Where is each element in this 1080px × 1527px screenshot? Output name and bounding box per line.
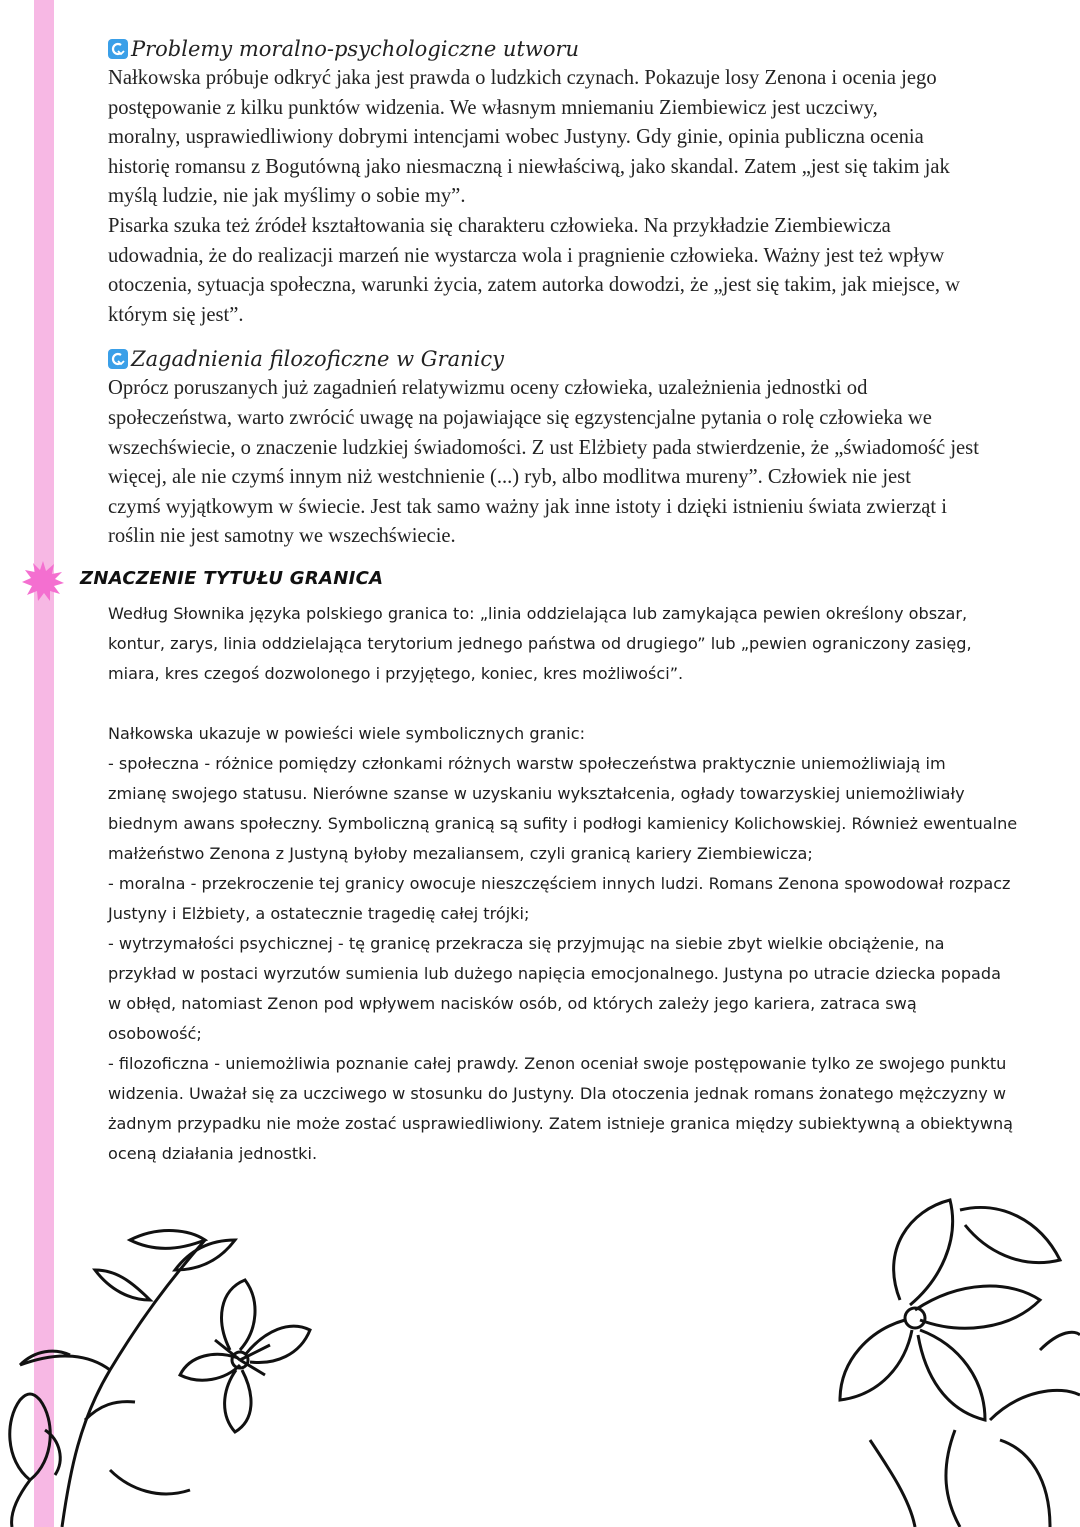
text-line: - moralna - przekroczenie tej granicy owocuje nieszczęściem innych ludzi. Romans Zenona spowodował rozpacz	[108, 874, 1011, 893]
text-line: biednym awans społeczny. Symboliczną granicą są sufity i podłogi kamienicy Kolichowskiej. Również ewentualne	[108, 814, 1018, 833]
text-line: Oprócz poruszanych już zagadnień relatywizmu oceny człowieka, uzależnienia jednostki od	[108, 377, 868, 400]
text-line: otoczenia, sytuacja społeczna, warunki życia, zatem autorka dowodzi, że „jest się takim, jak miejsce, w	[108, 274, 961, 297]
text-line: Pisarka szuka też źródeł kształtowania się charakteru człowieka. Na przykładzie Ziembiewicza	[108, 214, 891, 237]
content-area	[108, 34, 1063, 552]
return-arrow-icon	[108, 349, 128, 369]
text-line: w obłęd, natomiast Zenon pod wpływem nacisków osób, od których zależy jego kariera, zatraca swą	[108, 994, 917, 1013]
text-line: społeczeństwa, warto zwrócić uwagę na pojawiające się egzystencjalne pytania o rolę człowieka we	[108, 406, 932, 429]
text-line: - wytrzymałości psychicznej - tę granicę przekracza się przyjmując na siebie zbyt wielkie obciążenie, na	[108, 934, 945, 953]
text-line: Nałkowska ukazuje w powieści wiele symbolicznych granic:	[108, 724, 585, 743]
text-line: miara, kres czegoś dozwolonego i przyjętego, koniec, kres możliwości”.	[108, 664, 684, 683]
heading-text: Zagadnienia filozoficzne w Granicy	[131, 347, 505, 372]
return-arrow-icon	[108, 39, 128, 59]
text-line: Justyny i Elżbiety, a ostatecznie tragedię całej trójki;	[108, 904, 530, 923]
text-line: - filozoficzna - uniemożliwia poznanie całej prawdy. Zenon oceniał swoje postępowanie tylko ze swojego punktu	[108, 1054, 1007, 1073]
text-line: oceną działania jednostki.	[108, 1144, 318, 1163]
text-line: zmianę swojego statusu. Nierówne szanse w uzyskaniu wykształcenia, ogłady towarzyskiej uniemożliwiały	[108, 784, 965, 803]
text-line: Według Słownika języka polskiego granica to: „linia oddzielająca lub zamykająca pewien określony obszar,	[108, 604, 968, 623]
heading-text: Problemy moralno-psychologiczne utworu	[131, 37, 580, 61]
text-line: myślą ludzie, nie jak myślimy o sobie my”.	[108, 185, 466, 208]
section-heading-moral	[108, 34, 1063, 64]
text-line: - społeczna - różnice pomiędzy członkami różnych warstw społeczeństwa praktycznie uniemożliwiają im	[108, 754, 946, 773]
text-line: osobowość;	[108, 1024, 202, 1043]
section-heading-philosophy	[108, 344, 1063, 374]
text-line: udowadnia, że do realizacji marzeń nie wystarcza wola i pragnienie człowieka. Ważny jest też wpływ	[108, 244, 945, 267]
paragraph-philosophy	[108, 374, 1063, 552]
pink-burst-icon	[22, 560, 64, 602]
text-line: Nałkowska próbuje odkryć jaka jest prawda o ludzkich czynach. Pokazuje losy Zenona i ocenia jego	[108, 67, 937, 89]
text-line: historię romansu z Bogutówną jako niesmaczną i niewłaściwą, jako skandal. Zatem „jest się takim jak	[108, 155, 950, 178]
text-line: kontur, zarys, linia oddzielająca terytorium jednego państwa od drugiego” lub „pewien ograniczony zasięg,	[108, 634, 972, 653]
floral-decoration	[0, 1170, 1080, 1527]
text-line: moralny, usprawiedliwiony dobrymi intencjami wobec Justyny. Gdy ginie, opinia publiczna ocenia	[108, 126, 924, 149]
text-line: więcej, ale nie czymś innym niż westchnienie (...) ryb, albo modlitwa mureny”. Człowiek nie jest	[108, 466, 911, 489]
text-line: przykład w postaci wyrzutów sumienia lub dużego napięcia emocjonalnego. Justyna po utracie dziecka popada	[108, 964, 1001, 983]
text-line: żadnym przypadku nie może zostać usprawiedliwiony. Zatem istnieje granica między subiektywną a obiektywną	[108, 1114, 1014, 1133]
text-line: małżeństwo Zenona z Justyną byłoby mezaliansem, czyli granicą kariery Ziembiewicza;	[108, 844, 813, 863]
text-line: widzenia. Uważał się za uczciwego w stosunku do Justyny. Dla otoczenia jednak romans żonatego mężczyzny w	[108, 1084, 1007, 1103]
text-line: wszechświecie, o znaczenie ludzkiej świadomości. Z ust Elżbiety pada stwierdzenie, że „świadomość jest	[108, 436, 979, 459]
section-heading-title-meaning: ZNACZENIE TYTUŁU GRANICA	[80, 568, 384, 589]
borders-list	[108, 719, 1068, 1169]
paragraph-moral	[108, 64, 1063, 330]
text-line: czymś wyjątkowym w świecie. Jest tak samo ważny jak inne istoty i dzięki istnieniu świata zwierząt i	[108, 495, 947, 518]
text-line: postępowanie z kilku punktów widzenia. We własnym mniemaniu Ziembiewicz jest uczciwy,	[108, 96, 878, 119]
text-line: roślin nie jest samotny we wszechświecie.	[108, 525, 456, 548]
definition-paragraph	[108, 599, 1068, 689]
text-line: którym się jest”.	[108, 303, 244, 326]
